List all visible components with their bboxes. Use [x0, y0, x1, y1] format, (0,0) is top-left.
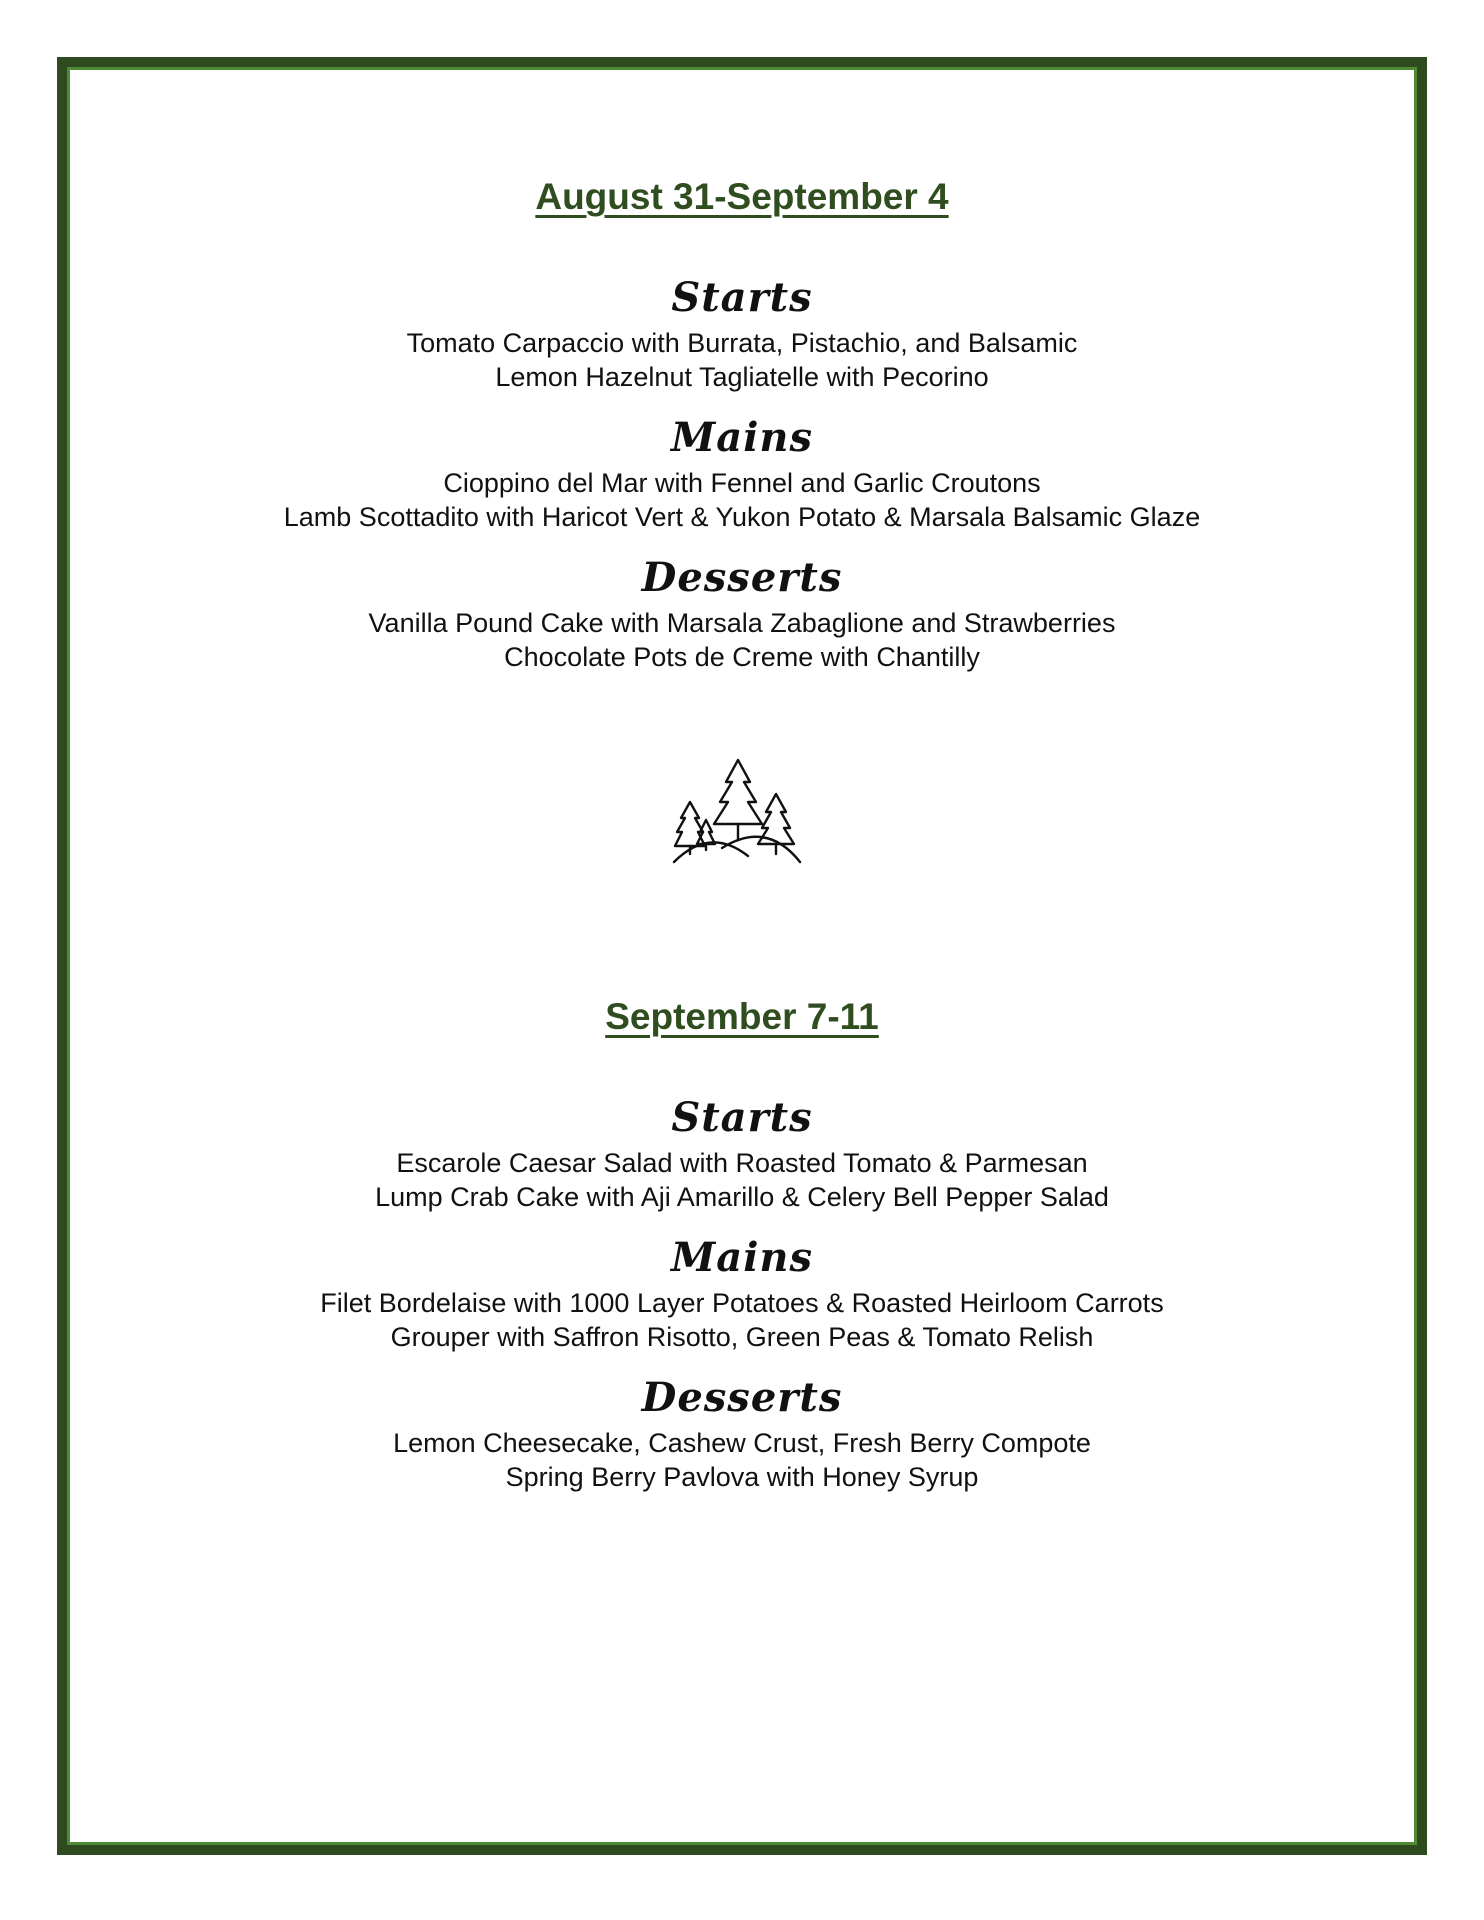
- week-title: September 7-11: [605, 996, 879, 1037]
- dish-item: Lump Crab Cake with Aji Amarillo & Celery Bell Pepper Salad: [375, 1182, 1109, 1212]
- week-title: August 31-September 4: [535, 176, 949, 217]
- course-starts: [70, 274, 1414, 394]
- menu-page: [70, 70, 1414, 1842]
- course-heading: Desserts: [641, 1374, 843, 1421]
- week-section: [70, 176, 1414, 674]
- dish-item: Vanilla Pound Cake with Marsala Zabaglione and Strawberries: [368, 608, 1116, 638]
- course-heading: Desserts: [641, 554, 843, 601]
- course-heading: Starts: [671, 1094, 813, 1141]
- dish-item: Filet Bordelaise with 1000 Layer Potatoes & Roasted Heirloom Carrots: [320, 1288, 1164, 1318]
- dish-item: Lemon Hazelnut Tagliatelle with Pecorino: [495, 362, 989, 392]
- dish-item: Lamb Scottadito with Haricot Vert & Yukon Potato & Marsala Balsamic Glaze: [283, 502, 1201, 532]
- course-heading: Mains: [671, 414, 813, 461]
- course-desserts: [70, 554, 1414, 674]
- dish-item: Lemon Cheesecake, Cashew Crust, Fresh Berry Compote: [393, 1428, 1091, 1458]
- week-section: [70, 996, 1414, 1494]
- dish-item: Escarole Caesar Salad with Roasted Tomato & Parmesan: [396, 1148, 1088, 1178]
- course-starts: [70, 1094, 1414, 1214]
- course-mains: [70, 1234, 1414, 1354]
- course-desserts: [70, 1374, 1414, 1494]
- dish-item: Cioppino del Mar with Fennel and Garlic Croutons: [443, 468, 1041, 498]
- page-border-inner: [67, 67, 1417, 1845]
- dish-item: Grouper with Saffron Risotto, Green Peas & Tomato Relish: [390, 1322, 1094, 1352]
- course-heading: Mains: [671, 1234, 813, 1281]
- trees-icon: [672, 756, 804, 864]
- dish-item: Spring Berry Pavlova with Honey Syrup: [505, 1462, 979, 1492]
- course-mains: [70, 414, 1414, 534]
- dish-item: Tomato Carpaccio with Burrata, Pistachio, and Balsamic: [406, 328, 1078, 358]
- dish-item: Chocolate Pots de Creme with Chantilly: [504, 642, 980, 672]
- page-border: [57, 57, 1427, 1855]
- course-heading: Starts: [671, 274, 813, 321]
